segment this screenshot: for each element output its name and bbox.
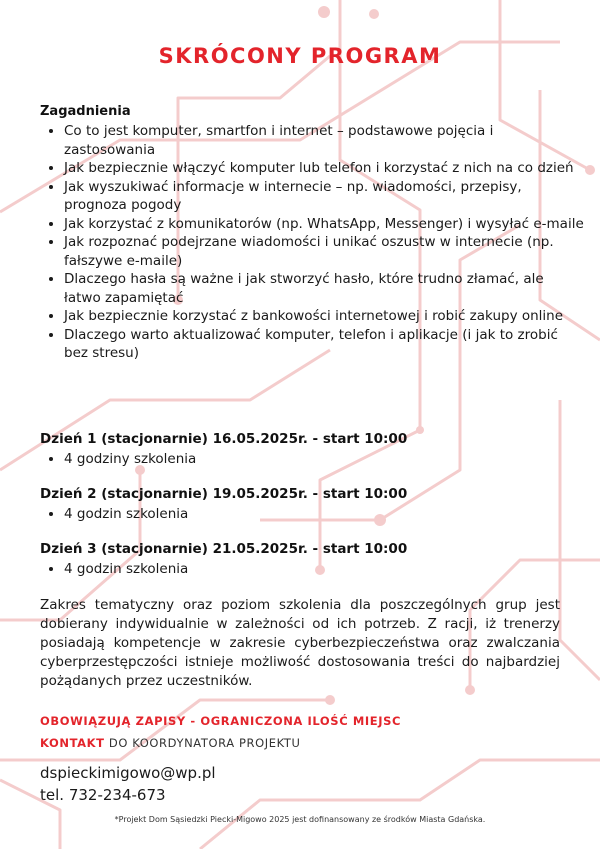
list-item: • 4 godzin szkolenia <box>64 505 584 523</box>
list-item: • Jak korzystać z komunikatorów (np. WhatsApp, Messenger) i wysyłać e-maile <box>64 215 584 234</box>
list-item: • Jak wyszukiwać informacje w internecie – np. wiadomości, przepisy, prognoza pogody <box>64 178 584 215</box>
list-item: • Dlaczego warto aktualizować komputer, telefon i aplikacje (i jak to zrobić bez stresu) <box>64 326 584 363</box>
topics-heading: Zagadnienia <box>40 104 131 119</box>
day-2-list <box>40 505 584 523</box>
day-3-heading: Dzień 3 (stacjonarnie) 21.05.2025r. - start 10:00 <box>40 541 408 557</box>
day-2-heading: Dzień 2 (stacjonarnie) 19.05.2025r. - start 10:00 <box>40 486 408 502</box>
list-item: • 4 godziny szkolenia <box>64 450 584 468</box>
topics-list <box>40 122 584 363</box>
list-item: • Jak bezpiecznie włączyć komputer lub telefon i korzystać z nich na co dzień <box>64 159 584 178</box>
list-item: • Dlaczego hasła są ważne i jak stworzyć hasło, które trudno złamać, ale łatwo zapamiętać <box>64 270 584 307</box>
contact-line <box>40 736 301 750</box>
list-item: • 4 godzin szkolenia <box>64 560 584 578</box>
contact-description: DO KOORDYNATORA PROJEKTU <box>104 736 301 750</box>
contact-label: KONTAKT <box>40 736 105 750</box>
funding-footnote: *Projekt Dom Sąsiedzki Piecki-Migowo 2025 jest dofinansowany ze środków Miasta Gdańska. <box>114 815 486 824</box>
page-title: SKRÓCONY PROGRAM <box>158 44 442 68</box>
list-item: • Jak rozpoznać podejrzane wiadomości i unikać oszustw w internecie (np. fałszywe e-maile) <box>64 233 584 270</box>
list-item: • Jak bezpiecznie korzystać z bankowości internetowej i robić zakupy online <box>64 307 584 326</box>
registration-notice: OBOWIĄZUJĄ ZAPISY - OGRANICZONA ILOŚĆ MIEJSC <box>40 714 402 728</box>
day-3-list <box>40 560 584 578</box>
contact-phone[interactable]: tel. 732-234-673 <box>40 786 166 804</box>
day-1-list <box>40 450 584 468</box>
description-paragraph: Zakres tematyczny oraz poziom szkolenia dla poszczególnych grup jest dobierany indywidualnie w zależności od ich potrzeb. Z racji, iż trenerzy posiadają kompetencje w zakresie cyberbezpieczeństwa oraz zwalczania cyberprzestępczości istnieje możliwość dostosowania treści do najbardziej pożądanych przez uczestników. <box>40 597 560 689</box>
contact-email[interactable]: dspieckimigowo@wp.pl <box>40 764 216 782</box>
day-1-heading: Dzień 1 (stacjonarnie) 16.05.2025r. - start 10:00 <box>40 431 408 447</box>
list-item: • Co to jest komputer, smartfon i internet – podstawowe pojęcia i zastosowania <box>64 122 584 159</box>
